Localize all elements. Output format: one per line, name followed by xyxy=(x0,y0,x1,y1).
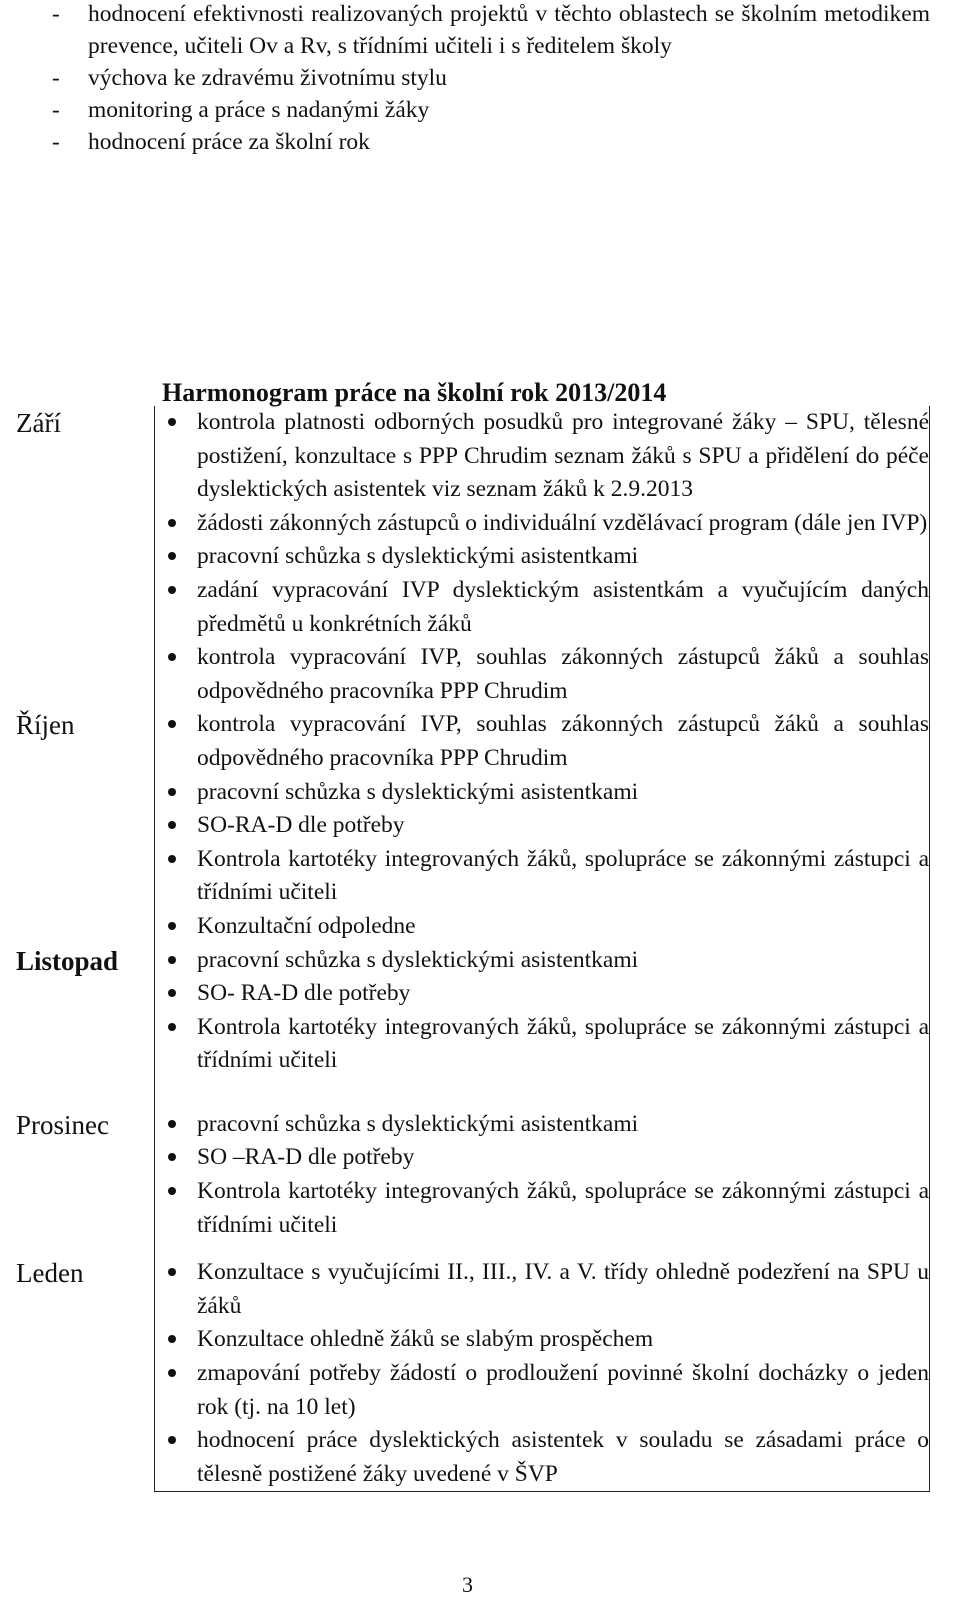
page-number: 3 xyxy=(462,1572,473,1597)
intro-item-text: hodnocení práce za školní rok xyxy=(88,129,370,155)
month-tasks xyxy=(154,944,930,1108)
schedule-table xyxy=(12,406,930,1492)
task-item: pracovní schůzka s dyslektickými asistentkami xyxy=(155,776,929,810)
intro-item: - hodnocení efektivnosti realizovaných projektů v těchto oblastech se školním metodikem prevence, učiteli Ov a Rv, s třídními učiteli i s ředitelem školy xyxy=(52,0,930,62)
month-tasks xyxy=(154,708,930,943)
month-row-prosinec xyxy=(12,1108,930,1256)
task-item: žádosti zákonných zástupců o individuální vzdělávací program (dále jen IVP) xyxy=(155,507,929,541)
page-title: Harmonogram práce na školní rok 2013/2014 xyxy=(162,378,667,407)
task-item: Konzultace s vyučujícími II., III., IV. a V. třídy ohledně podezření na SPU u žáků xyxy=(155,1256,929,1323)
intro-item-text: výchova ke zdravému životnímu stylu xyxy=(88,65,447,91)
task-item: Konzultace ohledně žáků se slabým prospěchem xyxy=(155,1323,929,1357)
task-item: Konzultační odpoledne xyxy=(155,910,929,944)
month-tasks xyxy=(154,1256,930,1492)
task-item: kontrola vypracování IVP, souhlas zákonných zástupců žáků a souhlas odpovědného pracovníka PPP Chrudim xyxy=(155,641,929,708)
month-row-zari xyxy=(12,406,930,708)
month-label: Září xyxy=(16,408,61,438)
task-item: kontrola vypracování IVP, souhlas zákonných zástupců žáků a souhlas odpovědného pracovníka PPP Chrudim xyxy=(155,708,929,775)
task-item: SO- RA-D dle potřeby xyxy=(155,977,929,1011)
month-row-listopad xyxy=(12,944,930,1108)
task-item: zadání vypracování IVP dyslektickým asistentkám a vyučujícím daných předmětů u konkrétních žáků xyxy=(155,574,929,641)
task-item: pracovní schůzka s dyslektickými asistentkami xyxy=(155,540,929,574)
month-label: Leden xyxy=(16,1258,84,1289)
intro-item-text: monitoring a práce s nadanými žáky xyxy=(88,97,430,123)
task-item: Kontrola kartotéky integrovaných žáků, spolupráce se zákonnými zástupci a třídními učiteli xyxy=(155,1175,929,1242)
task-item: Kontrola kartotéky integrovaných žáků, spolupráce se zákonnými zástupci a třídními učiteli xyxy=(155,843,929,910)
task-item: hodnocení práce dyslektických asistentek v souladu se zásadami práce o tělesně postižené žáky uvedené v ŠVP xyxy=(155,1424,929,1491)
month-label: Listopad xyxy=(16,945,119,976)
intro-list xyxy=(52,0,930,158)
month-row-rijen xyxy=(12,708,930,943)
task-item: SO-RA-D dle potřeby xyxy=(155,809,929,843)
month-tasks xyxy=(154,1108,930,1256)
month-tasks xyxy=(154,406,930,708)
task-item: Kontrola kartotéky integrovaných žáků, spolupráce se zákonnými zástupci a třídními učiteli xyxy=(155,1011,929,1078)
task-item: kontrola platnosti odborných posudků pro integrované žáky – SPU, tělesné postižení, konzultace s PPP Chrudim seznam žáků s SPU a přidělení do péče dyslektických asistentek viz seznam žáků k 2.9.2013 xyxy=(155,406,929,507)
month-label: Říjen xyxy=(16,710,75,741)
intro-item: - monitoring a práce s nadanými žáky xyxy=(52,94,930,126)
task-item: pracovní schůzka s dyslektickými asistentkami xyxy=(155,944,929,978)
task-item: SO –RA-D dle potřeby xyxy=(155,1141,929,1175)
intro-item-text: hodnocení efektivnosti realizovaných projektů v těchto oblastech se školním metodikem prevence, učiteli Ov a Rv, s třídními učiteli i s ředitelem školy xyxy=(88,1,930,59)
task-item: pracovní schůzka s dyslektickými asistentkami xyxy=(155,1108,929,1142)
intro-item: - výchova ke zdravému životnímu stylu xyxy=(52,62,930,94)
intro-item: - hodnocení práce za školní rok xyxy=(52,126,930,158)
task-item: zmapování potřeby žádostí o prodloužení povinné školní docházky o jeden rok (tj. na 10 let) xyxy=(155,1357,929,1424)
month-label: Prosinec xyxy=(16,1109,109,1140)
month-row-leden xyxy=(12,1256,930,1492)
